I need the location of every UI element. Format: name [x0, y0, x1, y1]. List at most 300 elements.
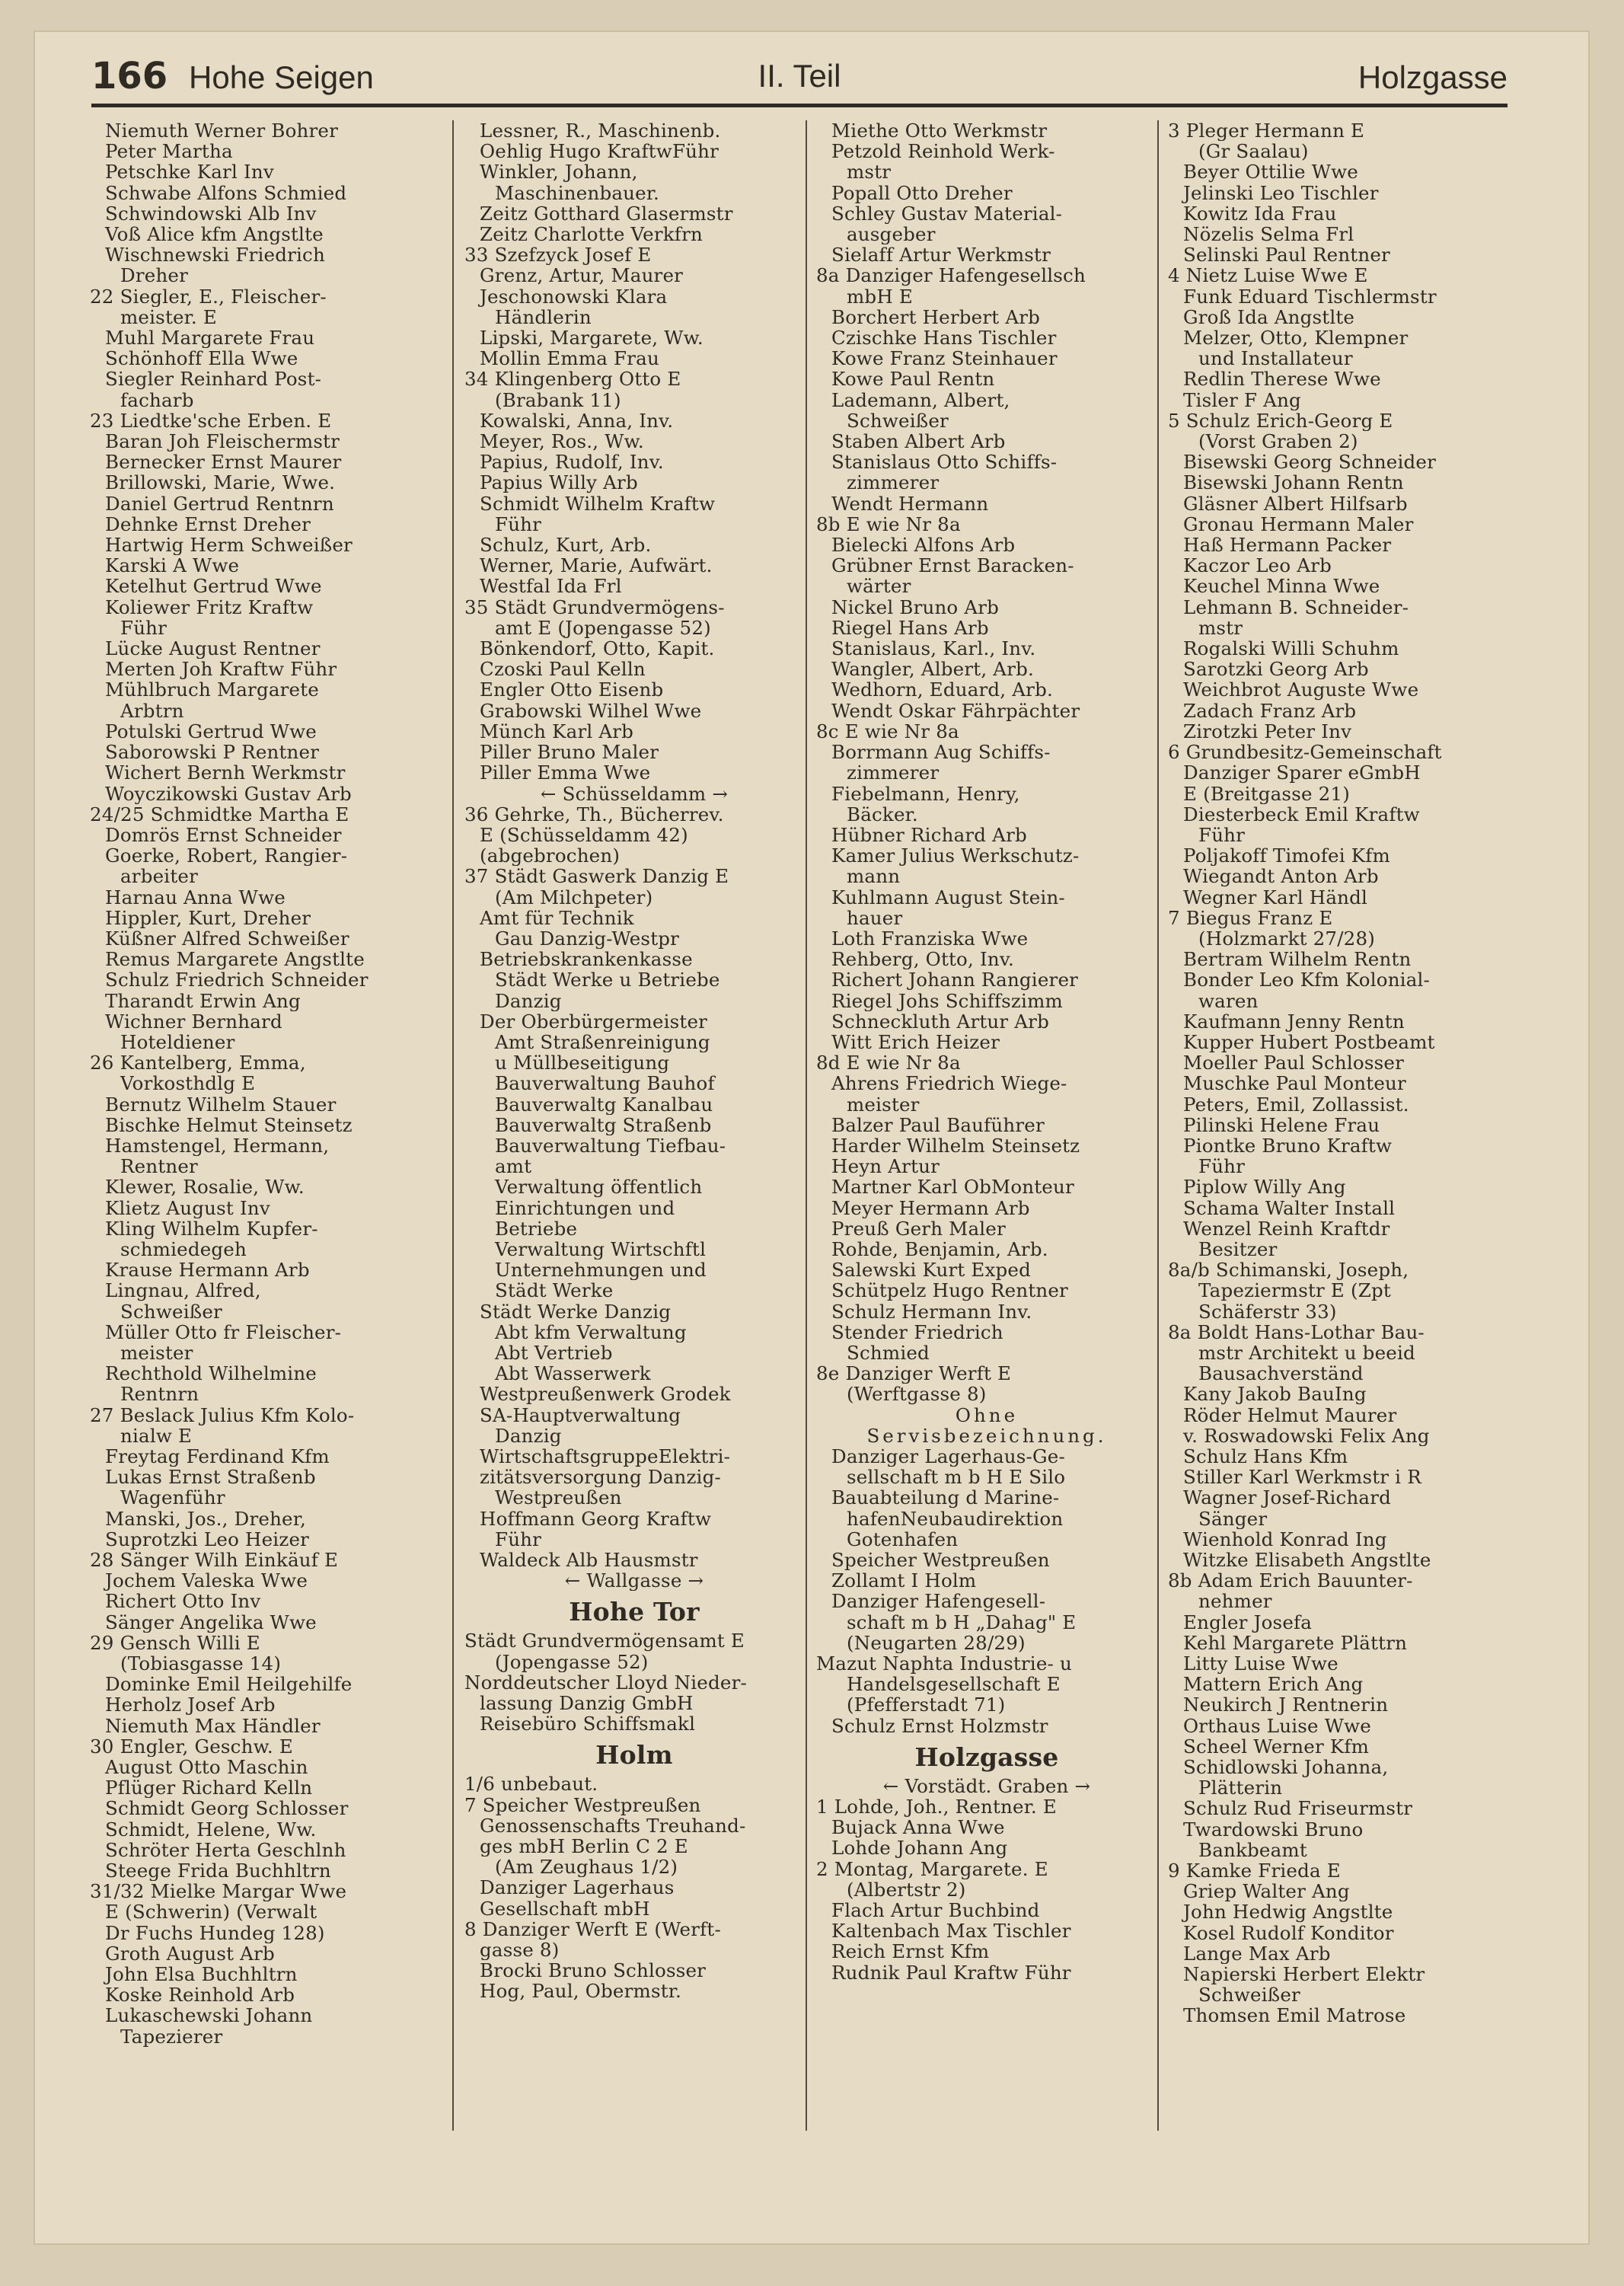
resident-entry: Bäcker.	[847, 803, 918, 825]
resident-entry: ges mbH Berlin C 2 E	[480, 1836, 688, 1857]
resident-entry: Niemuth Werner Bohrer	[105, 120, 339, 142]
resident-entry: Bauverwaltg Kanalbau	[495, 1094, 713, 1115]
resident-entry: Lehmann B. Schneider-	[1183, 596, 1409, 618]
resident-entry: Fiebelmann, Henry,	[831, 783, 1020, 804]
resident-entry: Riegel Johs Schiffszimm	[831, 990, 1063, 1011]
resident-entry: ausgeber	[847, 224, 936, 245]
house-entry: 27 Beslack Julius Kfm Kolo-	[90, 1404, 355, 1426]
resident-entry: (Am Milchpeter)	[495, 886, 653, 908]
cross-street-marker: ← Vorstädt. Graben →	[882, 1775, 1091, 1797]
cross-street-marker: ← Wallgasse →	[564, 1570, 704, 1592]
house-entry: Norddeutscher Lloyd Nieder-	[464, 1671, 747, 1694]
resident-entry: Tapezierer	[120, 2026, 223, 2047]
resident-entry: Engler Josefa	[1183, 1611, 1313, 1633]
resident-entry: (Werftgasse 8)	[847, 1384, 987, 1405]
house-entry: 8d E wie Nr 8a	[816, 1052, 961, 1074]
resident-entry: Bauverwaltg Straßenb	[495, 1114, 712, 1135]
resident-entry: Führ	[1198, 1156, 1246, 1177]
resident-entry: E (Breitgasse 21)	[1183, 783, 1350, 804]
resident-entry: Schidlowski Johanna,	[1183, 1757, 1389, 1778]
resident-entry: Mollin Emma Frau	[480, 348, 659, 369]
resident-entry: Küßner Alfred Schweißer	[105, 927, 349, 950]
house-entry: 34 Klingenberg Otto E	[464, 369, 681, 390]
resident-entry: Handelsgesellschaft E	[847, 1674, 1061, 1695]
resident-entry: Herholz Josef Arb	[105, 1694, 276, 1716]
resident-entry: Papius Willy Arb	[480, 472, 638, 493]
header-right-title: Holzgasse	[1358, 59, 1508, 95]
resident-entry: Litty Luise Wwe	[1183, 1653, 1338, 1675]
resident-entry: Betriebe	[495, 1218, 578, 1239]
resident-entry: Führ	[495, 513, 542, 535]
resident-entry: Rehberg, Otto, Inv.	[831, 949, 1014, 970]
resident-entry: Westpreußen	[495, 1487, 622, 1509]
resident-entry: Woyczikowski Gustav Arb	[105, 783, 352, 804]
resident-entry: v. Roswadowski Felix Ang	[1183, 1425, 1430, 1446]
resident-entry: Borchert Herbert Arb	[831, 306, 1041, 328]
resident-entry: Wischnewski Friedrich	[105, 244, 325, 266]
resident-entry: Bischke Helmut Steinsetz	[105, 1114, 353, 1135]
resident-entry: Kling Wilhelm Kupfer-	[105, 1218, 318, 1239]
street-heading: Holm	[595, 1740, 673, 1770]
resident-entry: Amt für Technik	[480, 907, 634, 928]
house-entry: 4 Nietz Luise Wwe E	[1168, 265, 1368, 286]
resident-entry: Lessner, R., Maschinenb.	[480, 120, 721, 142]
house-entry: 24/25 Schmidtke Martha E	[90, 803, 349, 825]
resident-entry: Richert Johann Rangierer	[831, 969, 1079, 991]
resident-entry: Engler Otto Eisenb	[480, 679, 664, 701]
resident-entry: Bertram Wilhelm Rentn	[1183, 949, 1412, 970]
resident-entry: Weichbrot Auguste Wwe	[1183, 679, 1419, 701]
resident-entry: Plätterin	[1198, 1777, 1283, 1799]
resident-entry: Martner Karl ObMonteur	[831, 1177, 1074, 1198]
section-note: Servisbezeichnung.	[866, 1425, 1107, 1446]
resident-entry: sellschaft m b H E Silo	[847, 1467, 1066, 1488]
resident-entry: Reisebüro Schiffsmakl	[480, 1713, 696, 1735]
resident-entry: Kupper Hubert Postbeamt	[1183, 1031, 1435, 1053]
resident-entry: Wichner Bernhard	[105, 1011, 282, 1032]
resident-entry: Bauabteilung d Marine-	[831, 1487, 1060, 1509]
resident-entry: Städt Werke u Betriebe	[495, 969, 720, 991]
resident-entry: Gotenhafen	[847, 1528, 959, 1550]
column-2	[452, 120, 804, 2131]
resident-entry: gasse 8)	[480, 1940, 560, 1961]
resident-entry: Schneckluth Artur Arb	[831, 1011, 1049, 1032]
resident-entry: Rentnrn	[120, 1384, 199, 1405]
resident-entry: Kuhlmann August Stein-	[831, 886, 1065, 908]
resident-entry: Kaltenbach Max Tischler	[831, 1920, 1071, 1942]
resident-entry: Voß Alice kfm Angstlte	[105, 224, 324, 245]
resident-entry: Hoteldiener	[120, 1031, 235, 1053]
resident-entry: Niemuth Max Händler	[105, 1715, 321, 1736]
resident-entry: Sänger	[1198, 1508, 1268, 1529]
resident-entry: Schmidt, Helene, Ww.	[105, 1818, 317, 1840]
house-entry: 7 Speicher Westpreußen	[464, 1794, 701, 1815]
resident-entry: E (Schwerin) (Verwalt	[105, 1901, 317, 1923]
resident-entry: Führ	[495, 1528, 542, 1550]
resident-entry: mstr	[1198, 617, 1243, 639]
house-entry: 3 Pleger Hermann E	[1168, 120, 1365, 142]
resident-entry: Vorkosthdlg E	[120, 1073, 256, 1094]
resident-entry: Wagenführ	[120, 1487, 225, 1509]
house-entry: 6 Grundbesitz-Gemeinschaft	[1168, 742, 1442, 763]
resident-entry: Stender Friedrich	[831, 1321, 1003, 1343]
resident-entry: Kamer Julius Werkschutz-	[831, 845, 1080, 867]
street-heading: Hohe Tor	[569, 1597, 700, 1627]
resident-entry: Winkler, Johann,	[480, 161, 638, 183]
house-entry: Mazut Naphta Industrie- u	[816, 1653, 1072, 1675]
resident-entry: Piontke Bruno Kraftw	[1183, 1135, 1393, 1157]
resident-entry: Bisewski Johann Rentn	[1183, 472, 1404, 493]
resident-entry: Thomsen Emil Matrose	[1183, 2005, 1406, 2026]
resident-entry: Lipski, Margarete, Ww.	[480, 327, 704, 349]
resident-entry: arbeiter	[120, 866, 198, 887]
house-entry: 8b Adam Erich Bauunter-	[1168, 1570, 1413, 1592]
resident-entry: Danzig	[495, 990, 562, 1011]
resident-entry: Petschke Karl Inv	[105, 161, 274, 183]
resident-entry: Abt Vertrieb	[495, 1342, 613, 1364]
resident-entry: August Otto Maschin	[105, 1757, 308, 1778]
resident-entry: Bisewski Georg Schneider	[1183, 452, 1437, 473]
resident-entry: Maschinenbauer.	[495, 182, 660, 203]
resident-entry: lassung Danzig GmbH	[480, 1693, 694, 1714]
resident-entry: Dr Fuchs Hundeg 128)	[105, 1922, 325, 1943]
resident-entry: Bauverwaltung Bauhof	[495, 1073, 715, 1094]
resident-entry: Schama Walter Install	[1183, 1197, 1396, 1218]
house-entry: 33 Szefzyck Josef E	[464, 244, 652, 266]
resident-entry: Daniel Gertrud Rentnrn	[105, 493, 334, 514]
resident-entry: Bernecker Ernst Maurer	[105, 452, 342, 473]
resident-entry: Groth August Arb	[105, 1943, 275, 1965]
resident-entry: Kosel Rudolf Konditor	[1183, 1922, 1394, 1943]
resident-entry: Witt Erich Heizer	[831, 1031, 1000, 1053]
resident-entry: Flach Artur Buchbind	[831, 1900, 1040, 1921]
resident-entry: mstr	[847, 161, 892, 183]
resident-entry: Melzer, Otto, Klempner	[1183, 327, 1409, 349]
resident-entry: Brocki Bruno Schlosser	[480, 1960, 707, 1981]
resident-entry: mbH E	[847, 286, 913, 307]
resident-entry: Suprotzki Leo Heizer	[105, 1528, 310, 1550]
resident-entry: Pilinski Helene Frau	[1183, 1114, 1380, 1135]
resident-entry: Karski A Wwe	[105, 555, 240, 576]
resident-entry: (Albertstr 2)	[847, 1879, 966, 1901]
resident-entry: Klewer, Rosalie, Ww.	[105, 1177, 305, 1198]
resident-entry: Diesterbeck Emil Kraftw	[1183, 803, 1420, 825]
column-1	[90, 120, 452, 2131]
resident-entry: Verwaltung öffentlich	[495, 1177, 703, 1198]
house-entry: 8e Danziger Werft E	[816, 1363, 1012, 1384]
resident-entry: Kowe Franz Steinhauer	[831, 348, 1058, 369]
resident-entry: Muschke Paul Monteur	[1183, 1073, 1406, 1094]
resident-entry: Borrmann Aug Schiffs-	[831, 742, 1051, 763]
resident-entry: Wedhorn, Eduard, Arb.	[831, 679, 1053, 701]
resident-entry: Schwabe Alfons Schmied	[105, 182, 347, 203]
resident-entry: John Elsa Buchhltrn	[105, 1964, 298, 1985]
resident-entry: Danzig	[495, 1425, 562, 1446]
resident-entry: E (Schüsseldamm 42)	[480, 824, 688, 846]
resident-entry: Schweißer	[120, 1301, 222, 1322]
resident-entry: Hoffmann Georg Kraftw	[480, 1508, 712, 1529]
resident-entry: Grabowski Wilhel Wwe	[480, 700, 702, 721]
house-entry: 35 Städt Grundvermögens-	[464, 596, 725, 618]
house-entry: 22 Siegler, E., Fleischer-	[90, 286, 327, 307]
resident-entry: Poljakoff Timofei Kfm	[1183, 845, 1390, 867]
resident-entry: John Hedwig Angstlte	[1183, 1901, 1393, 1923]
resident-entry: Oehlig Hugo KraftwFühr	[480, 141, 719, 162]
resident-entry: Baran Joh Fleischermstr	[105, 431, 340, 452]
resident-entry: Krause Hermann Arb	[105, 1260, 310, 1281]
resident-entry: Lohde Johann Ang	[831, 1837, 1008, 1859]
resident-entry: Wangler, Albert, Arb.	[831, 659, 1034, 680]
resident-entry: Nözelis Selma Frl	[1183, 224, 1354, 245]
resident-entry: schmiedegeh	[120, 1238, 247, 1260]
resident-entry: Muhl Margarete Frau	[105, 327, 315, 349]
resident-entry: waren	[1198, 990, 1259, 1011]
resident-entry: Bönkendorf, Otto, Kapit.	[480, 638, 715, 659]
resident-entry: Einrichtungen und	[495, 1197, 675, 1218]
house-entry: 8 Danziger Werft E (Werft-	[464, 1918, 721, 1940]
resident-entry: Groß Ida Angstlte	[1183, 306, 1355, 328]
resident-entry: hauer	[847, 907, 903, 928]
resident-entry: (abgebrochen)	[480, 845, 621, 867]
house-entry: 37 Städt Gaswerk Danzig E	[464, 866, 729, 887]
resident-entry: Manski, Jos., Dreher,	[105, 1508, 306, 1529]
resident-entry: Grübner Ernst Baracken-	[831, 555, 1074, 576]
resident-entry: Redlin Therese Wwe	[1183, 369, 1381, 390]
resident-entry: Balzer Paul Bauführer	[831, 1114, 1045, 1135]
resident-entry: Danziger Lagerhaus-Ge-	[831, 1446, 1065, 1467]
resident-entry: Tapeziermstr E (Zpt	[1198, 1280, 1391, 1301]
resident-entry: Schröter Herta Geschlnh	[105, 1839, 346, 1861]
resident-entry: Merten Joh Kraftw Führ	[105, 659, 337, 680]
resident-entry: nehmer	[1198, 1591, 1272, 1612]
resident-entry: Schäferstr 33)	[1198, 1301, 1337, 1322]
resident-entry: meister	[847, 1094, 920, 1115]
house-entry: 26 Kantelberg, Emma,	[90, 1052, 306, 1074]
resident-entry: Besitzer	[1198, 1238, 1278, 1260]
resident-entry: Schwindowski Alb Inv	[105, 203, 317, 225]
resident-entry: Tisler F Ang	[1183, 389, 1301, 410]
resident-entry: Czischke Hans Tischler	[831, 327, 1057, 349]
resident-entry: Kowalski, Anna, Inv.	[480, 410, 674, 432]
resident-entry: Röder Helmut Maurer	[1183, 1404, 1397, 1426]
resident-entry: Dehnke Ernst Dreher	[105, 513, 311, 535]
resident-entry: Gau Danzig-Westpr	[495, 927, 680, 950]
section-note: Ohne	[955, 1404, 1019, 1426]
house-entry: 8c E wie Nr 8a	[816, 720, 959, 742]
resident-entry: Amt Straßenreinigung	[495, 1031, 710, 1053]
resident-entry: Beyer Ottilie Wwe	[1183, 161, 1358, 183]
resident-entry: Hippler, Kurt, Dreher	[105, 907, 311, 928]
resident-entry: Wiegandt Anton Arb	[1183, 866, 1379, 887]
resident-entry: Schulz, Kurt, Arb.	[480, 535, 652, 556]
resident-entry: Lademann, Albert,	[831, 389, 1010, 410]
resident-entry: Schulz Friedrich Schneider	[105, 969, 369, 991]
header-left-title: Hohe Seigen	[189, 59, 374, 95]
resident-entry: Arbtrn	[120, 700, 184, 721]
resident-entry: Schulz Rud Friseurmstr	[1183, 1798, 1413, 1819]
resident-entry: Ahrens Friedrich Wiege-	[831, 1073, 1067, 1094]
resident-entry: Stanislaus Otto Schiffs-	[831, 452, 1058, 473]
resident-entry: Hog, Paul, Obermstr.	[480, 1981, 681, 2002]
header-rule	[91, 104, 1508, 107]
resident-entry: Domrös Ernst Schneider	[105, 824, 342, 846]
resident-entry: Danziger Lagerhaus	[480, 1877, 675, 1898]
page-number: 166	[91, 55, 168, 97]
resident-entry: zimmerer	[847, 762, 940, 784]
resident-entry: (Brabank 11)	[495, 389, 621, 410]
resident-entry: WirtschaftsgruppeElektri-	[480, 1446, 731, 1467]
resident-entry: nialw E	[120, 1425, 193, 1446]
cross-street-marker: ← Schüsseldamm →	[540, 783, 729, 804]
resident-entry: Der Oberbürgermeister	[480, 1011, 708, 1032]
resident-entry: Haß Hermann Packer	[1183, 535, 1392, 556]
resident-entry: Wenzel Reinh Kraftdr	[1183, 1218, 1390, 1239]
resident-entry: Lukaschewski Johann	[105, 2005, 313, 2026]
resident-entry: Zirotzki Peter Inv	[1183, 720, 1352, 742]
resident-entry: (Tobiasgasse 14)	[120, 1653, 282, 1675]
resident-entry: Mattern Erich Ang	[1183, 1674, 1364, 1695]
resident-entry: Bausachverständ	[1198, 1363, 1364, 1384]
resident-entry: Betriebskrankenkasse	[480, 949, 693, 970]
resident-entry: (Jopengasse 52)	[495, 1651, 649, 1672]
resident-entry: Pflüger Richard Kelln	[105, 1777, 313, 1799]
house-entry: 1/6 unbebaut.	[464, 1774, 598, 1795]
resident-entry: Piller Emma Wwe	[480, 762, 651, 784]
resident-entry: meister	[120, 1342, 193, 1364]
resident-entry: Kowitz Ida Frau	[1183, 203, 1337, 225]
resident-entry: SA-Hauptverwaltung	[480, 1404, 681, 1426]
resident-entry: Loth Franziska Wwe	[831, 927, 1029, 950]
house-entry: 2 Montag, Margarete. E	[816, 1858, 1048, 1879]
resident-entry: Rentner	[120, 1156, 198, 1177]
resident-entry: Dominke Emil Heilgehilfe	[105, 1674, 353, 1695]
resident-entry: Wichert Bernh Werkmstr	[105, 762, 346, 784]
resident-entry: Schütpelz Hugo Rentner	[831, 1280, 1068, 1301]
resident-entry: Twardowski Bruno	[1183, 1818, 1364, 1840]
resident-entry: Scheel Werner Kfm	[1183, 1735, 1370, 1758]
resident-entry: Saborowski P Rentner	[105, 742, 320, 763]
resident-entry: Klietz August Inv	[105, 1197, 270, 1218]
resident-entry: (Pfefferstadt 71)	[847, 1694, 1006, 1716]
resident-entry: Jelinski Leo Tischler	[1183, 182, 1379, 203]
resident-entry: Heyn Artur	[831, 1156, 940, 1177]
resident-entry: Händlerin	[495, 306, 592, 328]
resident-entry: Goerke, Robert, Rangier-	[105, 845, 348, 867]
resident-entry: Gronau Hermann Maler	[1183, 513, 1414, 535]
resident-entry: Wendt Oskar Fährpächter	[831, 700, 1080, 721]
resident-entry: Westpreußenwerk Grodek	[480, 1384, 731, 1405]
resident-entry: Steege Frida Buchhltrn	[105, 1860, 331, 1882]
resident-entry: Wagner Josef-Richard	[1183, 1487, 1392, 1509]
column-3	[806, 120, 1157, 2131]
resident-entry: Schmied	[847, 1342, 930, 1364]
house-entry: 36 Gehrke, Th., Bücherrev.	[464, 803, 724, 825]
resident-entry: (Am Zeughaus 1/2)	[495, 1857, 678, 1878]
resident-entry: Bonder Leo Kfm Kolonial-	[1183, 969, 1431, 991]
resident-entry: Peters, Emil, Zollassist.	[1183, 1094, 1409, 1115]
resident-entry: Zeitz Charlotte Verkfrn	[480, 224, 703, 245]
resident-entry: Schmidt Wilhelm Kraftw	[480, 493, 716, 514]
resident-entry: amt E (Jopengasse 52)	[495, 617, 711, 639]
resident-entry: Siegler Reinhard Post-	[105, 369, 322, 390]
resident-entry: Stanislaus, Karl., Inv.	[831, 638, 1036, 659]
resident-entry: mstr Architekt u beeid	[1198, 1342, 1415, 1364]
resident-entry: Funk Eduard Tischlermstr	[1183, 286, 1437, 307]
resident-entry: Gläsner Albert Hilfsarb	[1183, 493, 1408, 514]
house-entry: 8b E wie Nr 8a	[816, 513, 961, 535]
header-center-title: II. Teil	[758, 58, 841, 94]
resident-entry: Kany Jakob BauIng	[1183, 1384, 1367, 1405]
resident-entry: Zadach Franz Arb	[1183, 700, 1357, 721]
resident-entry: Grenz, Artur, Maurer	[480, 265, 684, 286]
resident-entry: Schley Gustav Material-	[831, 203, 1063, 225]
resident-entry: Lukas Ernst Straßenb	[105, 1467, 316, 1488]
resident-entry: Meyer Hermann Arb	[831, 1197, 1030, 1218]
resident-entry: Freytag Ferdinand Kfm	[105, 1446, 330, 1467]
resident-entry: Remus Margarete Angstlte	[105, 949, 365, 970]
resident-entry: Schweißer	[1198, 1984, 1300, 2006]
house-entry: 8a Danziger Hafengesellsch	[816, 265, 1086, 286]
resident-entry: Schulz Hermann Inv.	[831, 1301, 1032, 1322]
street-heading: Holzgasse	[914, 1742, 1059, 1772]
resident-entry: meister. E	[120, 306, 217, 328]
resident-entry: Unternehmungen und	[495, 1260, 707, 1281]
resident-entry: Stiller Karl Werkmstr i R	[1183, 1467, 1421, 1488]
resident-entry: Preuß Gerh Maler	[831, 1218, 1006, 1239]
resident-entry: Münch Karl Arb	[480, 720, 634, 742]
resident-entry: Bujack Anna Wwe	[831, 1817, 1005, 1838]
resident-entry: zitätsversorgung Danzig-	[480, 1467, 721, 1488]
resident-entry: Kaufmann Jenny Rentn	[1183, 1011, 1405, 1032]
resident-entry: Kowe Paul Rentn	[831, 369, 995, 390]
resident-entry: Meyer, Ros., Ww.	[480, 431, 644, 452]
house-entry: 28 Sänger Wilh Einkäuf E	[90, 1550, 339, 1571]
resident-entry: Tharandt Erwin Ang	[105, 990, 301, 1011]
resident-entry: Koliewer Fritz Kraftw	[105, 596, 314, 618]
resident-entry: Neukirch J Rentnerin	[1183, 1694, 1389, 1716]
resident-entry: Abt Wasserwerk	[495, 1363, 651, 1384]
resident-entry: Piller Bruno Maler	[480, 742, 659, 763]
resident-entry: Werner, Marie, Aufwärt.	[480, 555, 713, 576]
resident-entry: Lücke August Rentner	[105, 638, 321, 659]
resident-entry: Zeitz Gotthard Glasermstr	[480, 203, 733, 225]
resident-entry: Rogalski Willi Schuhm	[1183, 638, 1399, 659]
resident-entry: Führ	[1198, 824, 1246, 846]
resident-entry: schaft m b H „Dahag" E	[847, 1611, 1077, 1633]
resident-entry: zimmerer	[847, 472, 940, 493]
house-entry: Städt Grundvermögensamt E	[464, 1630, 745, 1652]
resident-entry: (Vorst Graben 2)	[1198, 431, 1358, 452]
house-entry: 7 Biegus Franz E	[1168, 907, 1333, 928]
resident-entry: Potulski Gertrud Wwe	[105, 720, 317, 742]
resident-entry: Städt Werke	[495, 1280, 614, 1301]
resident-entry: Kehl Margarete Plättrn	[1183, 1632, 1408, 1654]
resident-entry: mann	[847, 866, 901, 887]
resident-entry: Miethe Otto Werkmstr	[831, 120, 1048, 142]
resident-entry: Wienhold Konrad Ing	[1183, 1528, 1387, 1550]
resident-entry: Westfal Ida Frl	[480, 576, 622, 597]
resident-entry: Koske Reinhold Arb	[105, 1984, 295, 2006]
resident-entry: Reich Ernst Kfm	[831, 1941, 990, 1962]
resident-entry: Rudnik Paul Kraftw Führ	[831, 1962, 1071, 1983]
resident-entry: Harder Wilhelm Steinsetz	[831, 1135, 1080, 1157]
resident-entry: (Gr Saalau)	[1198, 141, 1309, 162]
resident-entry: (Holzmarkt 27/28)	[1198, 927, 1376, 950]
resident-entry: Genossenschafts Treuhand-	[480, 1815, 746, 1837]
resident-entry: Mühlbruch Margarete	[105, 679, 319, 701]
resident-entry: Keuchel Minna Wwe	[1183, 576, 1380, 597]
resident-entry: Waldeck Alb Hausmstr	[480, 1550, 698, 1571]
